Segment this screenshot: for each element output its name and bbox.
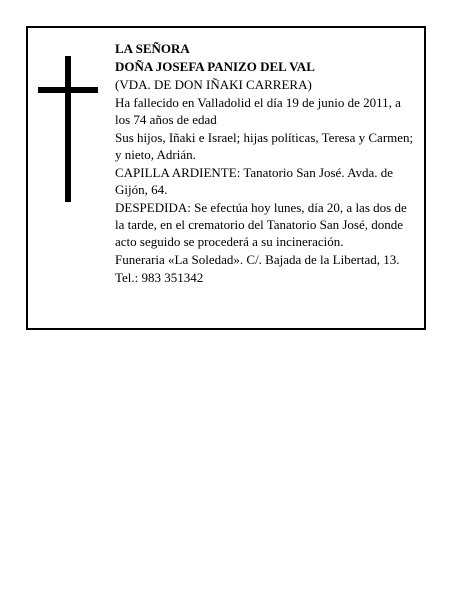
cross-icon [38,56,98,202]
death-statement: Ha fallecido en Valladolid el día 19 de junio de 2011, a los 74 años de edad [115,95,401,127]
funeral-home: Funeraria «La Soledad». C/. Bajada de la Libertad, 13. [115,252,400,267]
phone-number: Tel.: 983 351342 [115,270,204,285]
cross-vertical-bar [65,56,71,202]
notice-title: LA SEÑORA [115,41,190,56]
obituary-notice [26,26,426,330]
chapel-info: CAPILLA ARDIENTE: Tanatorio San José. Avda. de Gijón, 64. [115,165,394,197]
farewell-info: DESPEDIDA: Se efectúa hoy lunes, día 20, a las dos de la tarde, en el crematorio del Tanatorio San José, donde acto seguido se procederá a su incineración. [115,200,407,249]
widow-of: (VDA. DE DON IÑAKI CARRERA) [115,77,312,92]
family-list: Sus hijos, Iñaki e Israel; hijas políticas, Teresa y Carmen; y nieto, Adrián. [115,130,414,162]
cross-horizontal-bar [38,87,98,93]
obituary-text [115,40,419,287]
deceased-name: DOÑA JOSEFA PANIZO DEL VAL [115,59,315,74]
